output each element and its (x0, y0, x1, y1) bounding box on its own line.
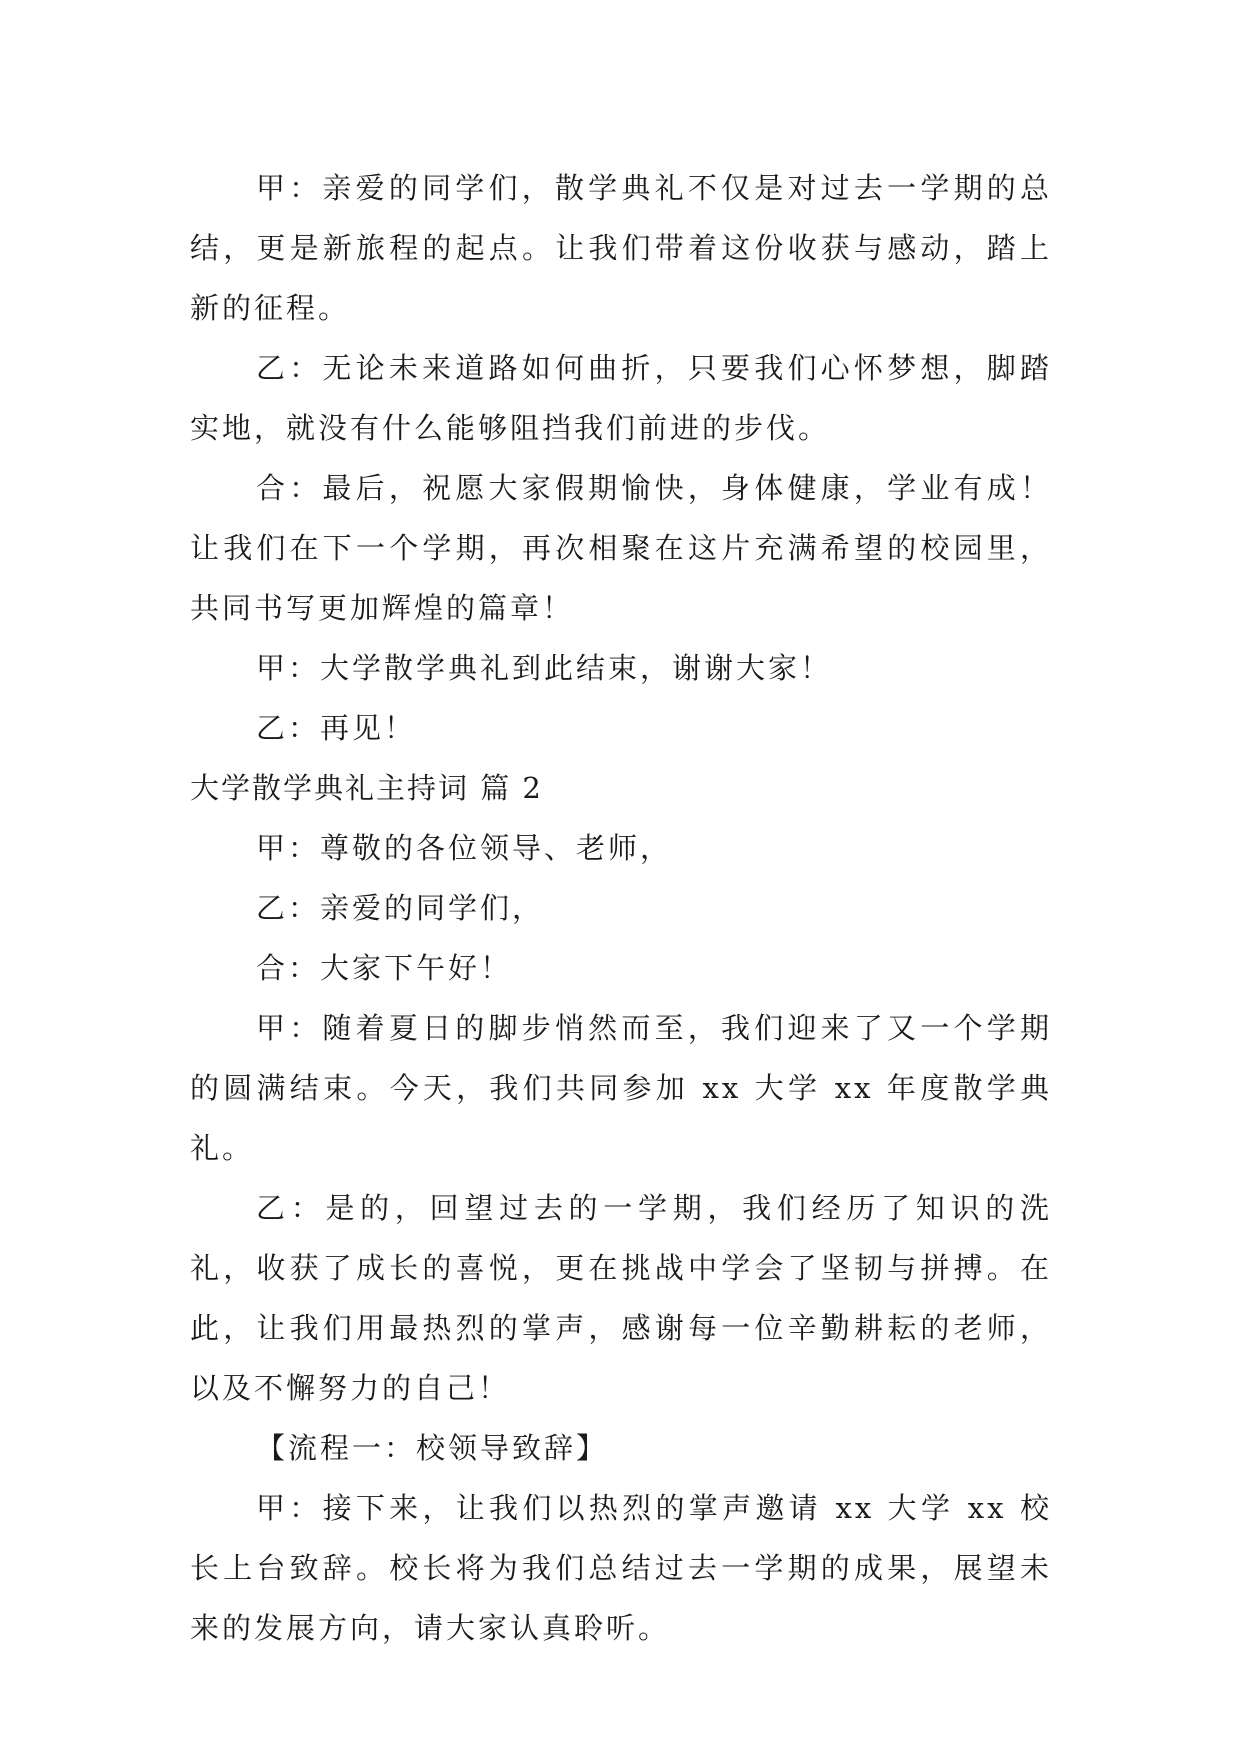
paragraph: 合：大家下午好！ (256, 951, 513, 985)
paragraph: 乙：亲爱的同学们， (256, 891, 545, 925)
paragraph: 乙：再见！ (256, 711, 417, 745)
paragraph: 合：最后，祝愿大家假期愉快，身体健康，学业有成！让我们在下一个学期，再次相聚在这片充满希望的校园里，共同书写更加辉煌的篇章！ (190, 471, 1052, 625)
paragraph: 乙：是的，回望过去的一学期，我们经历了知识的洗礼，收获了成长的喜悦，更在挑战中学会了坚韧与拼搏。在此，让我们用最热烈的掌声，感谢每一位辛勤耕耘的老师，以及不懈努力的自己！ (190, 1191, 1052, 1405)
document-body (190, 158, 1052, 1658)
paragraph: 乙：无论未来道路如何曲折，只要我们心怀梦想，脚踏实地，就没有什么能够阻挡我们前进的步伐。 (190, 351, 1052, 445)
paragraph: 甲：亲爱的同学们，散学典礼不仅是对过去一学期的总结，更是新旅程的起点。让我们带着这份收获与感动，踏上新的征程。 (190, 171, 1052, 325)
paragraph: 甲：接下来，让我们以热烈的掌声邀请 xx 大学 xx 校长上台致辞。校长将为我们总结过去一学期的成果，展望未来的发展方向，请大家认真聆听。 (190, 1491, 1052, 1645)
section-heading: 大学散学典礼主持词 篇 2 (190, 771, 543, 805)
paragraph: 甲：随着夏日的脚步悄然而至，我们迎来了又一个学期的圆满结束。今天，我们共同参加 xx 大学 xx 年度散学典礼。 (190, 1011, 1052, 1165)
paragraph: 甲：大学散学典礼到此结束，谢谢大家！ (256, 651, 833, 685)
process-heading: 【流程一：校领导致辞】 (256, 1431, 609, 1465)
paragraph: 甲：尊敬的各位领导、老师， (256, 831, 673, 865)
